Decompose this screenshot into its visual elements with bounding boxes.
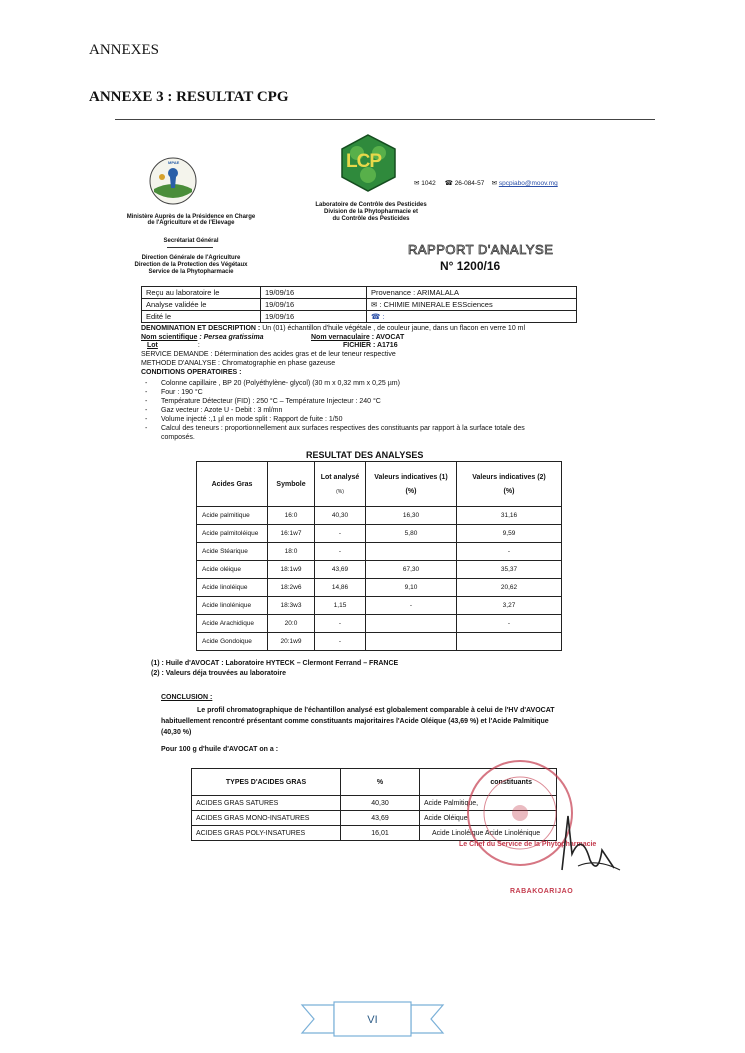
scientific-name: Nom scientifique : Persea gratissima xyxy=(141,334,264,341)
table-row xyxy=(197,579,562,597)
acid-type: ACIDES GRAS SATURES xyxy=(192,796,341,811)
phone: 26-084-57 xyxy=(454,180,485,187)
info-label: Analyse validée le xyxy=(142,299,261,311)
po-box-icon: ✉ xyxy=(414,180,420,187)
info-date: 19/09/16 xyxy=(261,287,367,299)
lab-logo-text: LCP xyxy=(346,151,381,172)
col-header: constituants xyxy=(420,769,557,796)
ministry-name: Ministère Auprès de la Présidence en Charge de l'Agriculture et de l'Elevage xyxy=(126,214,256,226)
ref-value-1: 5,80 xyxy=(366,525,457,543)
page-number: VI xyxy=(367,1014,378,1026)
ref-value-1 xyxy=(366,615,457,633)
acid-symbol: 20:0 xyxy=(268,615,315,633)
acid-name: Acide Arachidique xyxy=(197,615,268,633)
lab-name: Laboratoire de Contrôle des Pesticides Division de la Phytopharmacie et du Contrôle des Pesticides xyxy=(315,202,427,222)
conclusion-title: CONCLUSION : xyxy=(161,694,213,701)
description-line: DENOMINATION ET DESCRIPTION : Un (01) échantillon d'huile végétale , de couleur jaune, dans un flacon en verre 10 ml xyxy=(141,325,526,332)
table-row xyxy=(197,525,562,543)
lot-value: - xyxy=(315,615,366,633)
col-header: Acides Gras xyxy=(197,462,268,507)
info-label: Reçu au laboratoire le xyxy=(142,287,261,299)
acid-type: ACIDES GRAS MONO-INSATURES xyxy=(192,811,341,826)
results-header xyxy=(197,462,562,507)
table-row xyxy=(197,561,562,579)
secretariat-rule xyxy=(167,247,213,248)
results-title: RESULTAT DES ANALYSES xyxy=(306,450,424,460)
email: spcpiabo@moov.mg xyxy=(498,180,558,187)
acid-symbol: 18:1w9 xyxy=(268,561,315,579)
lot-value: 43,69 xyxy=(315,561,366,579)
results-table xyxy=(196,461,562,651)
acid-percent: 16,01 xyxy=(341,826,420,841)
col-header: TYPES D'ACIDES GRAS xyxy=(192,769,341,796)
acid-name: Acide Stéarique xyxy=(197,543,268,561)
ref-value-1 xyxy=(366,633,457,651)
lot-value: - xyxy=(315,543,366,561)
acid-name: Acide palmitique xyxy=(197,507,268,525)
table-row xyxy=(197,543,562,561)
acid-constituents: Acide Palmitique, xyxy=(420,796,557,811)
info-extra: Provenance : ARIMALALA xyxy=(367,287,577,299)
info-date: 19/09/16 xyxy=(261,299,367,311)
col-header: Valeurs indicatives (2) (%) xyxy=(457,462,562,507)
lot-value: - xyxy=(315,525,366,543)
ref-value-2 xyxy=(457,633,562,651)
acid-constituents: Acide Linoléique Acide Linolénique xyxy=(420,826,557,841)
page-header-label: ANNEXES xyxy=(89,42,159,58)
table-row xyxy=(142,287,577,299)
conditions-title: CONDITIONS OPERATOIRES : xyxy=(141,369,242,376)
report-title: RAPPORT D'ANALYSE xyxy=(408,242,554,257)
col-header: Symbole xyxy=(268,462,315,507)
col-header: % xyxy=(341,769,420,796)
ref-value-2: - xyxy=(457,615,562,633)
acid-symbol: 18:0 xyxy=(268,543,315,561)
report-number: N° 1200/16 xyxy=(440,259,501,273)
ref-value-2: - xyxy=(457,543,562,561)
acid-percent: 40,30 xyxy=(341,796,420,811)
secretariat: Secrétariat Général xyxy=(163,238,219,244)
conclusion-text: Le profil chromatographique de l'échantillon analysé est globalement comparable à celui de l'HV d'AVOCAT habituellement rencontré présentant comme constituants majoritaires l'Acide Oléique (43,69 %) et l'Acide Palmitique (40,30 %) xyxy=(161,707,555,736)
ref-value-1: 16,30 xyxy=(366,507,457,525)
results-notes: (1) : Huile d'AVOCAT : Laboratoire HYTECK – Clermont Ferrand – FRANCE (2) : Valeurs déja trouvées au laboratoire xyxy=(151,660,399,677)
service-line: SERVICE DEMANDE : Détermination des acides gras et de leur teneur respective xyxy=(141,351,396,358)
acid-symbol: 18:3w3 xyxy=(268,597,315,615)
list-item: - Calcul des teneurs : proportionnellement aux surfaces respectives des constituants par rapport à la surface totale des composés. xyxy=(145,425,525,441)
table-row xyxy=(197,597,562,615)
acid-symbol: 16:0 xyxy=(268,507,315,525)
per-100g-line: Pour 100 g d'huile d'AVOCAT on a : xyxy=(161,746,279,753)
list-item: - Volume injecté :,1 µl en mode split : Rapport de fuite : 1/50 xyxy=(145,416,343,423)
lot-value: 1,15 xyxy=(315,597,366,615)
email-icon: ✉ xyxy=(491,180,498,187)
ref-value-2: 3,27 xyxy=(457,597,562,615)
lot-value: - xyxy=(315,633,366,651)
lot-value: 14,86 xyxy=(315,579,366,597)
ref-value-1: 67,30 xyxy=(366,561,457,579)
table-row xyxy=(197,633,562,651)
acid-name: Acide linoléique xyxy=(197,579,268,597)
lot-value: 40,30 xyxy=(315,507,366,525)
ref-value-2: 35,37 xyxy=(457,561,562,579)
method-line: METHODE D'ANALYSE : Chromatographie en phase gazeuse xyxy=(141,360,336,367)
ref-value-2: 20,62 xyxy=(457,579,562,597)
table-row xyxy=(197,507,562,525)
ref-value-1: - xyxy=(366,597,457,615)
po-box: 1042 xyxy=(421,180,436,187)
table-row xyxy=(197,615,562,633)
acid-constituents: Acide Oléique xyxy=(420,811,557,826)
col-header: Valeurs indicatives (1) (%) xyxy=(366,462,457,507)
ref-value-2: 31,16 xyxy=(457,507,562,525)
contact-line xyxy=(414,179,558,187)
acid-name: Acide palmitoléique xyxy=(197,525,268,543)
info-label: Edité le xyxy=(142,311,261,323)
lot-line: Lot : xyxy=(147,342,200,349)
acid-symbol: 18:2w6 xyxy=(268,579,315,597)
ref-value-1 xyxy=(366,543,457,561)
annex-title: ANNEXE 3 : RESULTAT CPG xyxy=(89,89,289,105)
info-date: 19/09/16 xyxy=(261,311,367,323)
table-row xyxy=(142,311,577,323)
signatory-name: RABAKOARIJAO xyxy=(510,888,574,895)
info-extra: ☎ : xyxy=(367,311,577,323)
acid-name: Acide oléique xyxy=(197,561,268,579)
acid-type: ACIDES GRAS POLY-INSATURES xyxy=(192,826,341,841)
col-header: Lot analysé (%) xyxy=(315,462,366,507)
info-extra: ✉ : CHIMIE MINERALE ESSciences xyxy=(367,299,577,311)
stamp-text: Le Chef du Service de la Phytopharmacie xyxy=(459,841,597,848)
scan-top-edge xyxy=(115,119,655,120)
list-item: - Four : 190 °C xyxy=(145,389,203,396)
acid-name: Acide linolénique xyxy=(197,597,268,615)
conditions-list xyxy=(145,379,545,442)
reception-info-table xyxy=(141,286,577,323)
table-row xyxy=(142,299,577,311)
list-item: - Gaz vecteur : Azote U - Debit : 3 ml/mn xyxy=(145,407,283,414)
phone-icon: ☎ xyxy=(444,180,453,187)
ministry-logo-text: MPAE xyxy=(168,160,180,165)
file-line: FICHIER : A1716 xyxy=(343,342,398,349)
signature xyxy=(548,808,623,883)
acid-symbol: 20:1w9 xyxy=(268,633,315,651)
vernacular-name: Nom vernaculaire : AVOCAT xyxy=(311,334,405,341)
list-item: - Colonne capillaire , BP 20 (Polyéthylène- glycol) (30 m x 0,32 mm x 0,25 µm) xyxy=(145,380,400,387)
acid-name: Acide Gondoique xyxy=(197,633,268,651)
ref-value-1: 9,10 xyxy=(366,579,457,597)
scanned-report xyxy=(115,118,655,898)
list-item: - Température Détecteur (FID) : 250 °C – Température Injecteur : 240 °C xyxy=(145,398,381,405)
ref-value-2: 9,59 xyxy=(457,525,562,543)
acid-percent: 43,69 xyxy=(341,811,420,826)
directions: Direction Générale de l'Agriculture Direction de la Protection des Végétaux Service de la Phytopharmacie xyxy=(134,255,248,275)
acid-symbol: 16:1w7 xyxy=(268,525,315,543)
